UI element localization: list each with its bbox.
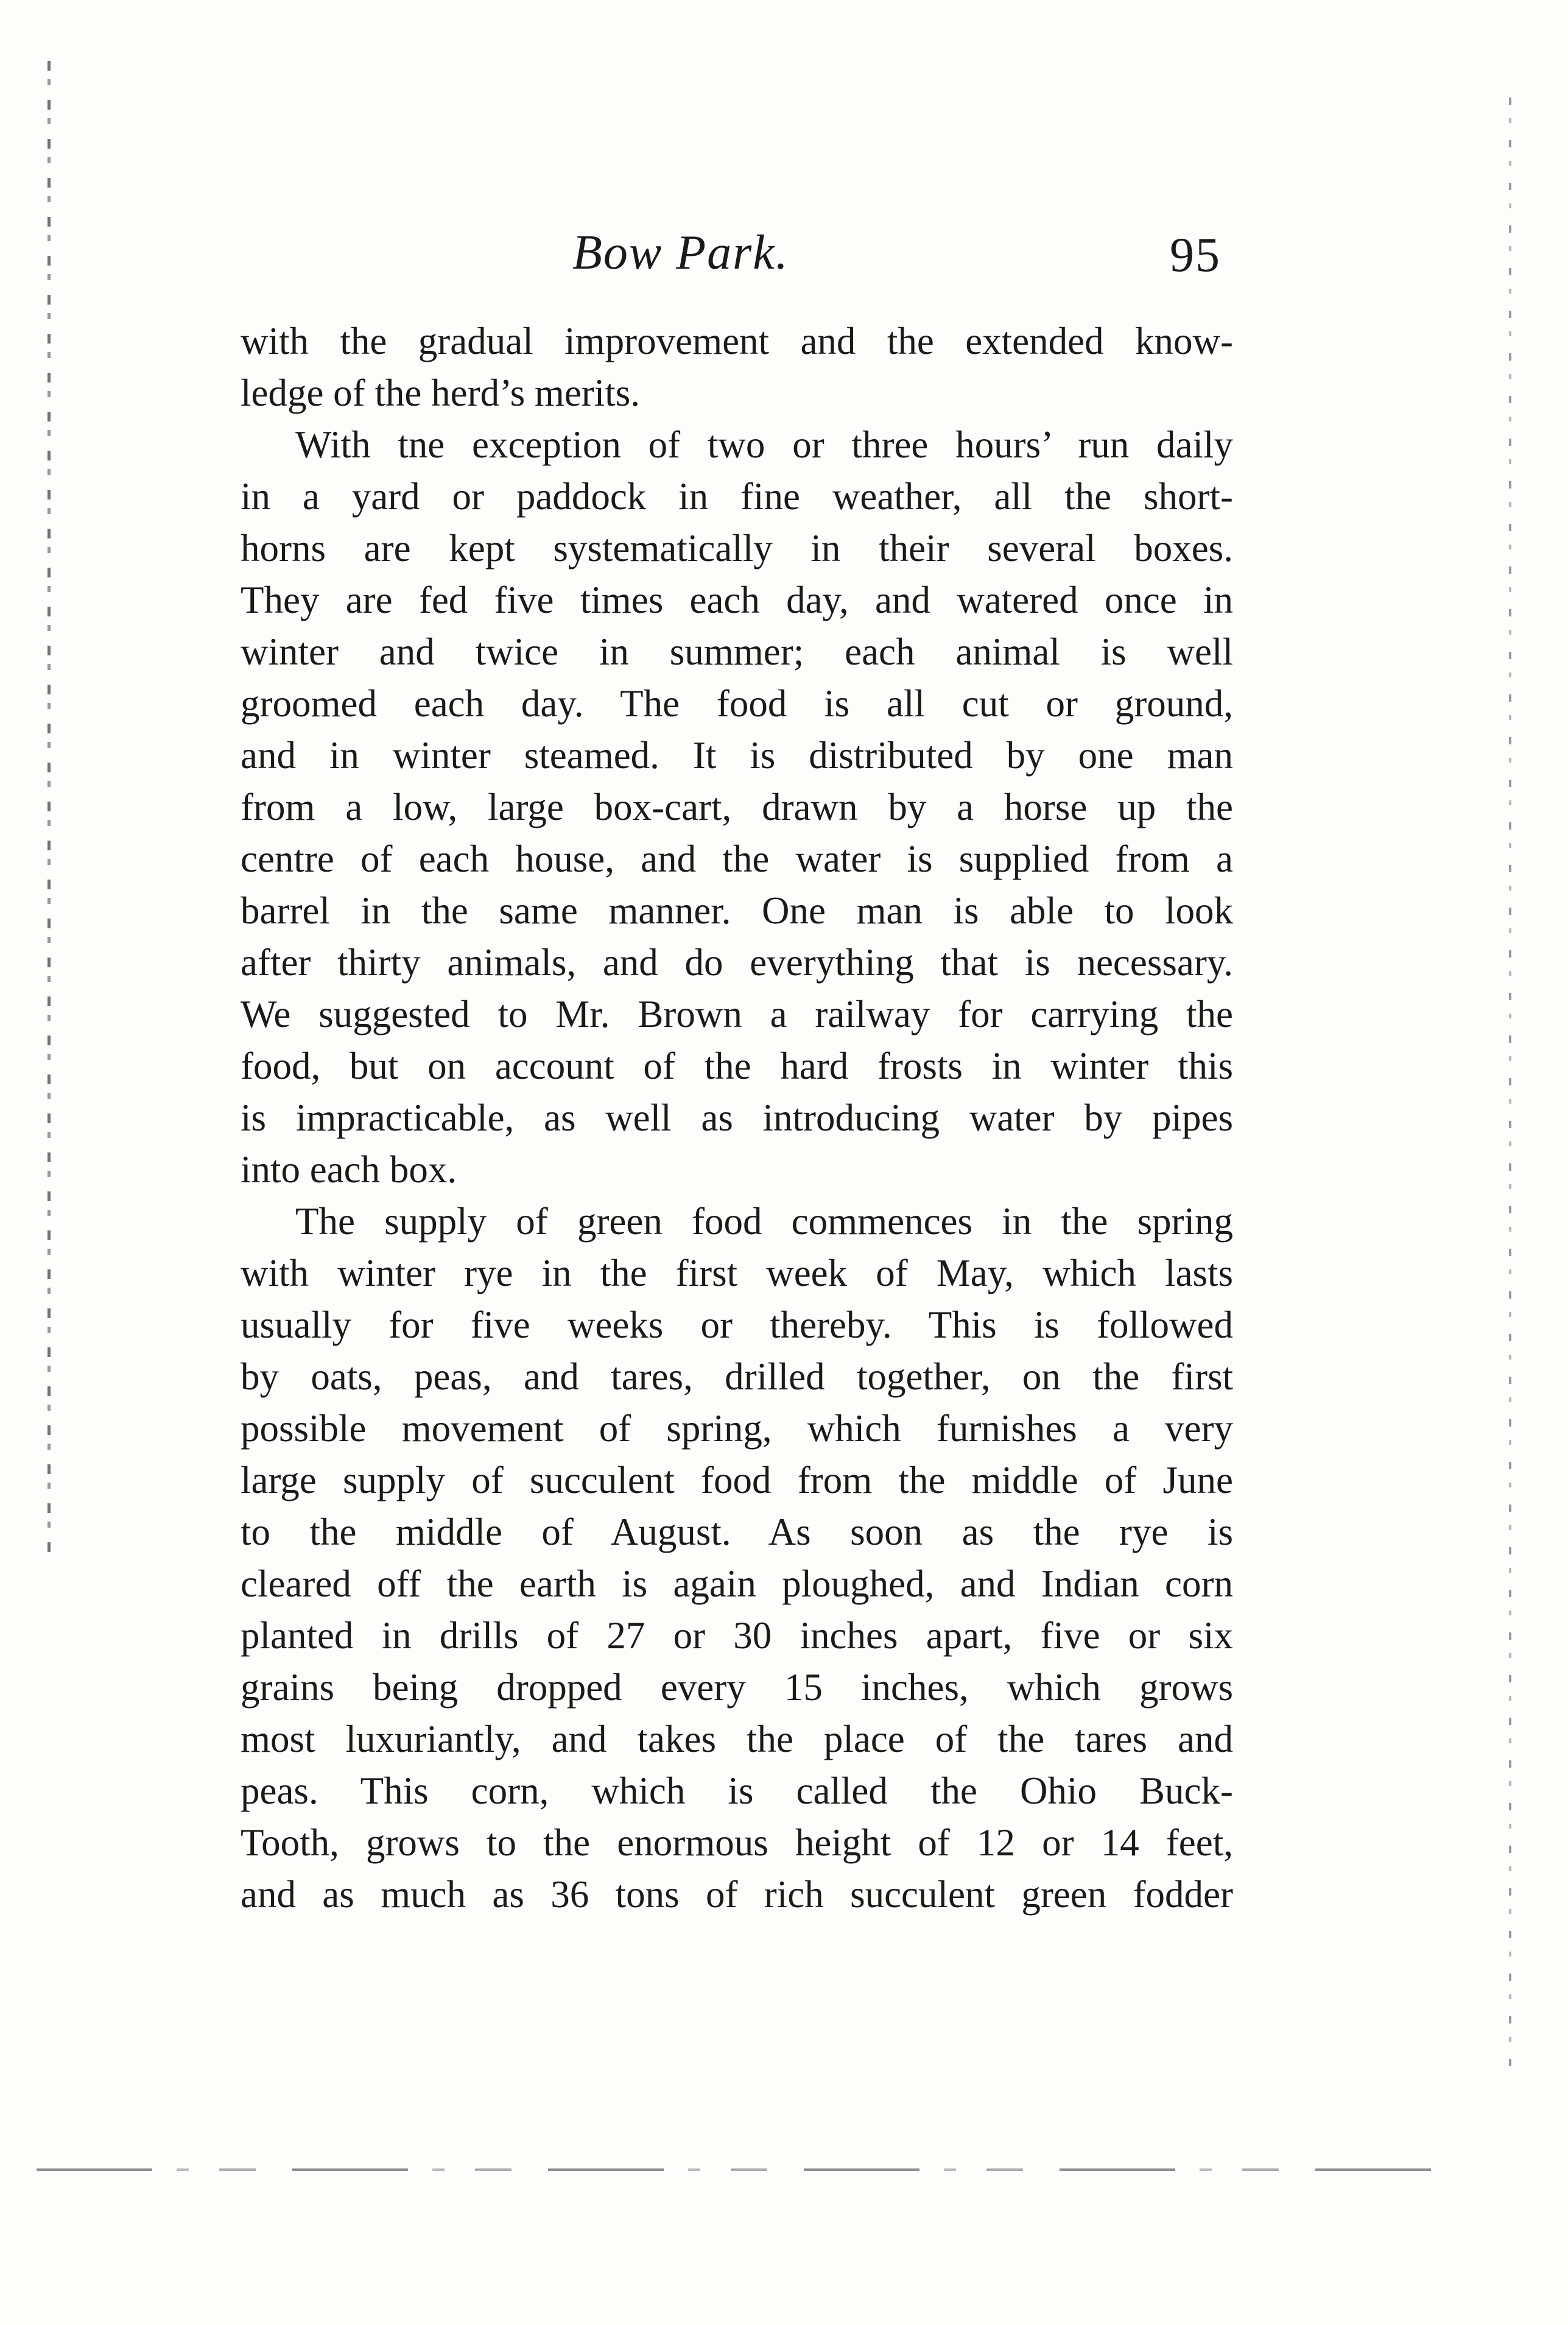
paragraph-first-line: The supply of green food commences in the spring <box>295 1200 1233 1243</box>
scan-edge-left <box>47 61 51 1553</box>
text-line: by oats, peas, and tares, drilled together, on the first <box>241 1355 1233 1398</box>
text-line: is impracticable, as well as introducing water by pipes <box>241 1096 1233 1139</box>
text-line: with the gradual improvement and the extended know- <box>241 320 1233 362</box>
text-line: ledge of the herd’s merits. <box>241 372 641 414</box>
running-head <box>241 225 1233 292</box>
text-line: planted in drills of 27 or 30 inches apart, five or six <box>241 1614 1233 1657</box>
text-line: food, but on account of the hard frosts in winter this <box>241 1045 1233 1087</box>
text-line: and as much as 36 tons of rich succulent green fodder <box>241 1873 1233 1916</box>
body-text <box>241 316 1233 1921</box>
text-line: winter and twice in summer; each animal is well <box>241 630 1233 673</box>
text-line: with winter rye in the first week of May, which lasts <box>241 1252 1233 1294</box>
text-line: to the middle of August. As soon as the rye is <box>241 1511 1233 1553</box>
text-line: centre of each house, and the water is supplied from a <box>241 838 1233 880</box>
text-line: horns are kept systematically in their several boxes. <box>241 527 1233 570</box>
text-line: usually for five weeks or thereby. This is followed <box>241 1304 1233 1346</box>
text-line: We suggested to Mr. Brown a railway for carrying the <box>241 993 1233 1035</box>
text-line: into each box. <box>241 1148 457 1191</box>
text-line: and in winter steamed. It is distributed by one man <box>241 734 1233 777</box>
text-line: most luxuriantly, and takes the place of the tares and <box>241 1718 1233 1760</box>
text-line: groomed each day. The food is all cut or ground, <box>241 682 1233 725</box>
text-line: from a low, large box-cart, drawn by a horse up the <box>241 786 1233 828</box>
text-line: cleared off the earth is again ploughed, and Indian corn <box>241 1562 1233 1605</box>
page-number: 95 <box>1170 228 1221 282</box>
text-line: after thirty animals, and do everything that is necessary. <box>241 941 1233 984</box>
text-line: grains being dropped every 15 inches, which grows <box>241 1666 1233 1709</box>
paragraph-first-line: With tne exception of two or three hours’ run daily <box>295 423 1233 466</box>
text-line: in a yard or paddock in fine weather, all the short- <box>241 475 1233 518</box>
text-line: They are fed five times each day, and watered once in <box>241 579 1233 621</box>
text-line: possible movement of spring, which furnishes a very <box>241 1407 1233 1450</box>
text-line: Tooth, grows to the enormous height of 12 or 14 feet, <box>241 1821 1233 1864</box>
text-line: peas. This corn, which is called the Ohio Buck- <box>241 1769 1233 1812</box>
text-line: barrel in the same manner. One man is able to look <box>241 889 1233 932</box>
scan-edge-right <box>1509 97 1511 2071</box>
scan-edge-bottom <box>37 2168 1437 2171</box>
text-line: large supply of succulent food from the middle of June <box>241 1459 1233 1501</box>
running-title: Bow Park. <box>572 226 789 280</box>
